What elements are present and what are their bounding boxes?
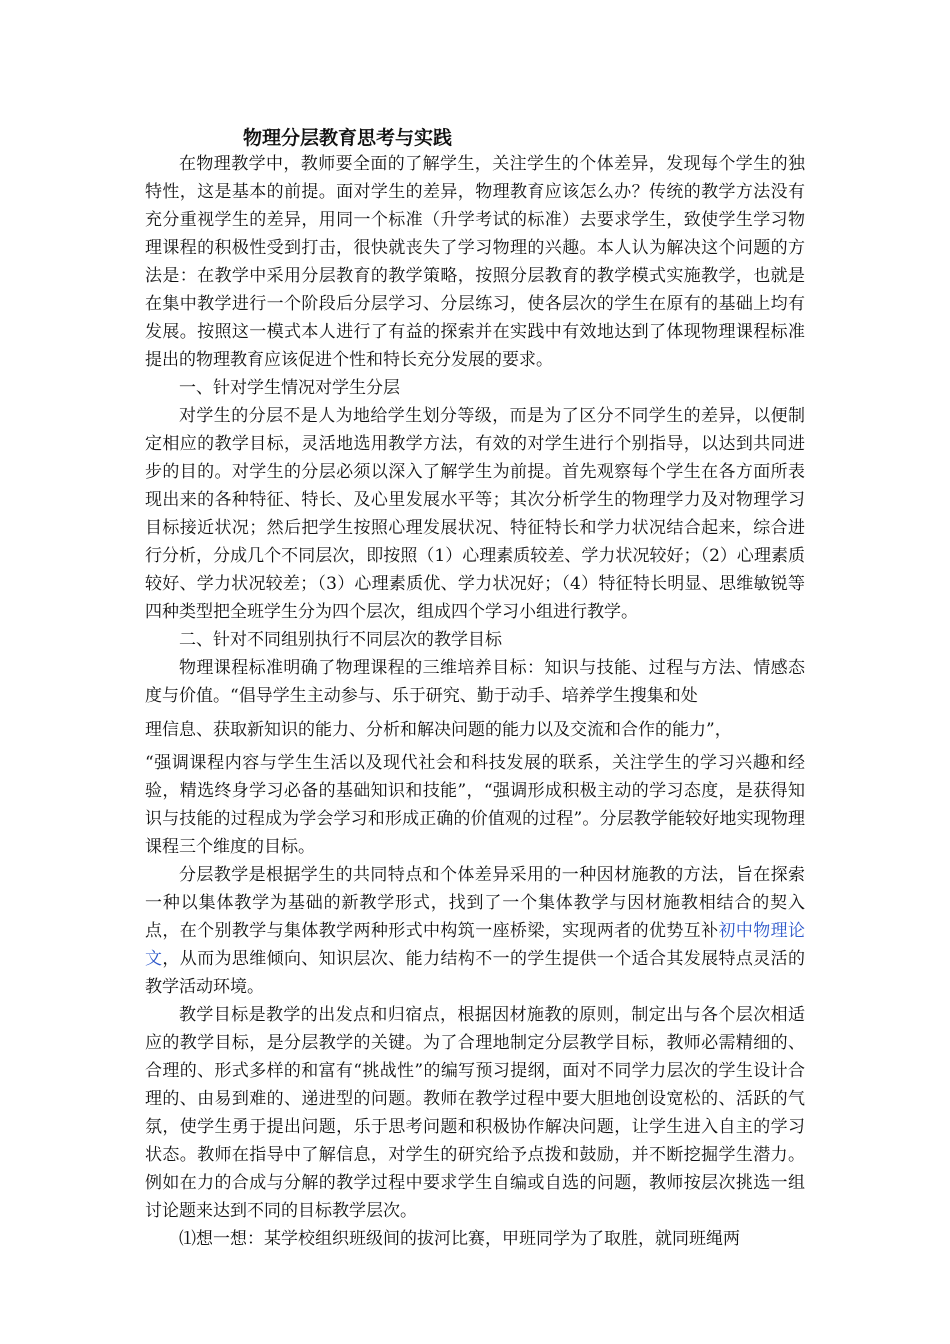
document-body — [145, 150, 805, 1253]
section-heading-1: 一、针对学生情况对学生分层 — [179, 378, 400, 398]
document-title: 物理分层教育思考与实践 — [243, 127, 453, 149]
paragraph-layered-teaching-text: 分层教学是根据学生的共同特点和个体差异采用的一种因材施教的方法，旨在探索一种以集体教学为基础的新教学形式，找到了一个集体教学与因材施教相结合的契入点，在个别教学与集体教学两种形式中构筑一座桥梁，实现两者的优势互补 — [145, 865, 805, 941]
physics-paper-link[interactable]: 初中物理论文 — [145, 921, 806, 969]
paragraph-student-layering: 对学生的分层不是人为地给学生划分等级，而是为了区分不同学生的差异，以便制定相应的教学目标，灵活地选用教学方法，有效的对学生进行个别指导，以达到共同进步的目的。对学生的分层必须以深入了解学生为前提。首先观察每个学生在各方面所表现出来的各种特征、特长、及心里发展水平等；其次分析学生的物理学力及对物理学习目标接近状况；然后把学生按照心理发展状况、特征特长和学力状况结合起来，综合进行分析，分成几个不同层次，即按照（1）心理素质较差、学力状况较好；（2）心理素质较好、学力状况较差；（3）心理素质优、学力状况好；（4）特征特长明显、思维敏锐等四种类型把全班学生分为四个层次，组成四个学习小组进行教学。 — [145, 406, 805, 622]
paragraph-curriculum-goals-line: 理信息、获取新知识的能力、分析和解决问题的能力以及交流和合作的能力”， — [145, 720, 732, 740]
section-heading-2: 二、针对不同组别执行不同层次的教学目标 — [179, 630, 502, 650]
paragraph-curriculum-goals-part1: 物理课程标准明确了物理课程的三维培养目标：知识与技能、过程与方法、情感态度与价值。“倡导学生主动参与、乐于研究、勤于动手、培养学生搜集和处 — [145, 658, 805, 706]
paragraph-intro: 在物理教学中，教师要全面的了解学生，关注学生的个体差异，发现每个学生的独特性，这是基本的前提。面对学生的差异，物理教育应该怎么办？传统的教学方法没有充分重视学生的差异，用同一个标准（升学考试的标准）去要求学生，致使学生学习物理课程的积极性受到打击，很快就丧失了学习物理的兴趣。本人认为解决这个问题的方法是：在教学中采用分层教育的教学策略，按照分层教育的教学模式实施教学，也就是在集中教学进行一个阶段后分层学习、分层练习，使各层次的学生在原有的基础上均有发展。按照这一模式本人进行了有益的探索并在实践中有效地达到了体现物理课程标准提出的物理教育应该促进个性和特长充分发展的要求。 — [145, 154, 805, 370]
paragraph-curriculum-goals-cont: “强调课程内容与学生生活以及现代社会和科技发展的联系，关注学生的学习兴趣和经验，精选终身学习必备的基础知识和技能”，“强调形成积极主动的学习态度，是获得知识与技能的过程成为学会学习和形成正确的价值观的过程”。分层教学能较好地实现物理课程三个维度的目标。 — [145, 753, 805, 857]
paragraph-layered-teaching-text-end: ，从而为思维倾向、知识层次、能力结构不一的学生提供一个适合其发展特点灵活的教学活动环境。 — [145, 949, 806, 997]
paragraph-think-question: ⑴想一想：某学校组织班级间的拔河比赛，甲班同学为了取胜，就同班绳两 — [179, 1229, 740, 1249]
paragraph-teaching-objectives: 教学目标是教学的出发点和归宿点，根据因材施教的原则，制定出与各个层次相适应的教学目标，是分层教学的关键。为了合理地制定分层教学目标，教师必需精细的、合理的、形式多样的和富有“挑战性”的编写预习提纲，面对不同学力层次的学生设计合理的、由易到难的、递进型的问题。教师在教学过程中要大胆地创设宽松的、活跃的气氛，使学生勇于提出问题，乐于思考问题和积极协作解决问题，让学生进入自主的学习状态。教师在指导中了解信息，对学生的研究给予点拨和鼓励，并不断挖掘学生潜力。例如在力的合成与分解的教学过程中要求学生自编或自选的问题，教师按层次挑选一组讨论题来达到不同的目标教学层次。 — [145, 1005, 805, 1221]
paragraph-layered-teaching — [145, 861, 805, 1001]
paragraph-curriculum-goals — [145, 654, 805, 710]
